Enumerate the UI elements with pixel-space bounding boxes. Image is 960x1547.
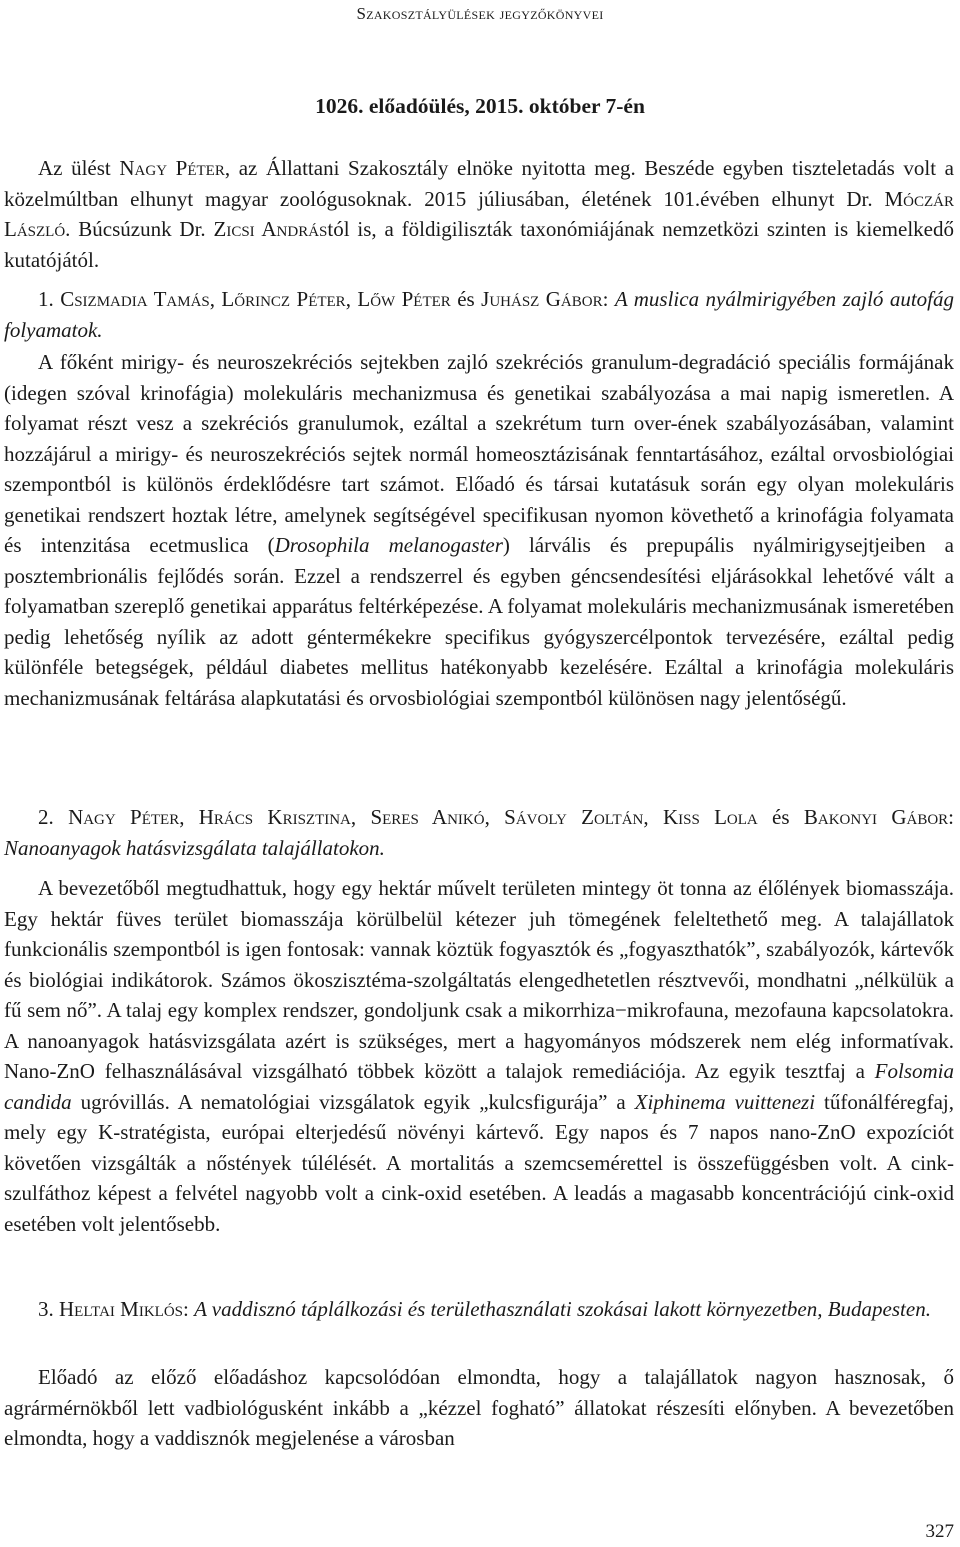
intro-text: , az Állattani Szakosztály elnöke nyitotta meg. Beszéde egyben tiszteletadás volt a közelmúltban elhunyt magyar zoológusoknak. 2015 júliusában, életének 101.évében elhunyt Dr. [4, 156, 954, 211]
connector: és [450, 287, 482, 311]
talk-number: 2. [38, 805, 69, 829]
deceased-name: Zicsi András [213, 217, 328, 241]
summary-text: Előadó az előző előadáshoz kapcsolódóan elmondta, hogy a talajállatok nagyon hasznosak, ő agrármérnökből lett vadbiológusként inkább a „kézzel fogható” állatokat részesíti előnyben. A bevezetőben elmondta, hogy a vaddisznók megjelenése a városban [4, 1365, 954, 1450]
intro-text: tól is, a földigiliszták taxonómiájának nemzetközi szinten is kiemelkedő kutatójától. [4, 217, 954, 272]
species-name: Drosophila melanogaster [274, 533, 503, 557]
talk-3-summary [4, 1362, 954, 1454]
intro-text: Az ülést [38, 156, 120, 180]
talk-authors: Nagy Péter, Hrács Krisztina, Seres Anikó, Sávoly Zoltán, Kiss Lola [68, 805, 758, 829]
running-head: Szakosztályülések jegyzőkönyvei [356, 4, 604, 23]
talk-number: 3. [38, 1297, 59, 1321]
chair-name: Nagy Péter [119, 156, 225, 180]
talk-1-summary [4, 347, 954, 713]
talk-title: Nanoanyagok hatásvizsgálata talajállatokon. [4, 835, 385, 860]
summary-text: tűfonálféregfaj, mely egy K-stratégista, európai elterjedésű növényi kártevő. Egy napos és 7 napos nano-ZnO expozíciót követően vizsgálták a nőstények túlélését. A mortalitás a szemcsemérettel is összefüggésben volt. A cink-szulfáthoz képest a felvétel nagyobb volt a cink-oxid esetében. A leadás a magasabb koncentrációjú cink-oxid esetében volt jelentősebb. [4, 1089, 954, 1236]
talk-1-heading [4, 284, 954, 345]
connector: : [602, 287, 615, 311]
talk-authors: Juhász Gábor [481, 287, 603, 311]
connector: : [948, 805, 955, 829]
intro-text: . Búcsúzunk Dr. [65, 217, 214, 241]
species-name: Xiphinema vuittenezi [634, 1089, 816, 1114]
connector: és [757, 805, 804, 829]
deceased-name: Móczár László [4, 186, 954, 241]
page-number: 327 [925, 1521, 954, 1542]
intro-paragraph [4, 153, 954, 275]
talk-number: 1. [38, 287, 61, 311]
talk-2-summary [4, 873, 954, 1239]
talk-2-heading [4, 802, 954, 863]
summary-text: ) lárvális és prepupális nyálmirigysejtjeiben a posztembrionális fejlődés során. Ezzel a rendszerrel és egyben géncsendesítési eljárásokkal lehetővé vált a folyamatban szereplő genetikai apparátus feltérképezése. A folyamat molekuláris mechanizmusának ismeretében pedig lehetőség nyílik az adott géntermékekre specifikus gyógyszercélpontok tervezésére, ezáltal pedig különféle betegségek, például diabetes mellitus hatékonyabb kezelésére. Ezáltal a krinofágia molekuláris mechanizmusának feltárása alapkutatási és orvosbiológiai szempontból különösen nagy jelentőségű. [4, 533, 954, 710]
summary-text: A bevezetőből megtudhattuk, hogy egy hektár művelt területen mintegy öt tonna az élőlények biomasszája. Egy hektár füves terület biomasszája körülbelül kétezer juh tömegének feleltethető meg. A talajállatok funkcionális szempontból is igen fontosak: vannak köztük fogyasztók és „fogyaszthatók”, szabályozók, kártevők és biológiai indikátorok. Számos ökoszisztéma-szolgáltatás elengedhetetlen résztvevői, mondhatni „nélkülük a fű sem nő”. A talaj egy komplex rendszer, gondoljunk csak a mikorrhiza−mikrofauna, mezofauna kapcsolatokra. A nanoanyagok hatásvizsgálata azért is szükséges, mert a hagyományos módszerek nem elég informatívak. Nano-ZnO felhasználásával vizsgálható többek között a talajok remediációja. Az egyik tesztfaj a [4, 876, 954, 1083]
connector: : [183, 1297, 195, 1321]
talk-title: A muslica nyálmirigyében zajló autofág folyamatok. [4, 287, 955, 342]
summary-text: ugróvillás. A nematológiai vizsgálatok egyik „kulcsfigurája” a [71, 1089, 635, 1114]
species-name: Folsomia candida [4, 1059, 954, 1114]
talk-3-heading [4, 1294, 954, 1325]
session-title: 1026. előadóülés, 2015. október 7-én [315, 94, 645, 118]
talk-authors: Csizmadia Tamás, Lőrincz Péter, Lőw Péter [60, 287, 451, 311]
summary-text: A főként mirigy- és neuroszekréciós sejtekben zajló szekréciós granulum-degradáció speciális formájának (idegen szóval krinofágia) molekuláris mechanizmusa és genetikai szabályozása a mai napig ismeretlen. A folyamat részt vesz a szekréciós granulumok, ezáltal a szekrétum turn over-ének szabályozásában, valamint hozzájárul a mirigy- és neuroszekréciós sejtek normál homeosztázisának fenntartásához, ezáltal orvosbiológiai szempontból is különös érdeklődésre tart számot. Előadó és társai kutatásuk során egy olyan molekuláris genetikai rendszert hoztak létre, amelynek segítségével specifikusan nyomon követhető a krinofágia folyamata és intenzitása ecetmuslica ( [4, 350, 954, 557]
talk-authors: Bakonyi Gábor [803, 805, 949, 829]
talk-authors: Heltai Miklós [59, 1297, 183, 1321]
talk-title: A vaddisznó táplálkozási és területhasználati szokásai lakott környezetben, Budapesten. [194, 1297, 931, 1321]
